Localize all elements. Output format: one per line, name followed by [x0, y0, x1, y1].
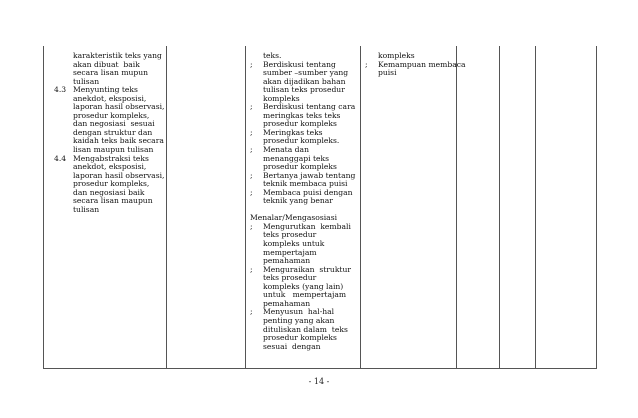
bullet-marker: ; [250, 59, 253, 69]
competency-number [44, 137, 73, 146]
bullet-marker: ; [250, 187, 253, 197]
activity-text: tulisan teks prosedur [263, 85, 345, 95]
column-divider [166, 46, 167, 368]
activity-line [246, 343, 360, 352]
page-number: - 14 - [308, 377, 330, 386]
activity-line [246, 197, 360, 206]
competency-text: tulisan [73, 204, 100, 214]
bullet-marker [246, 249, 263, 258]
bullet-marker: ; [250, 264, 253, 274]
competency-text: Menyunting teks [73, 85, 138, 95]
activity-text: prosedur kompleks. [263, 136, 340, 146]
competency-text: anekdot, eksposisi, [73, 93, 147, 103]
competency-text: laporan hasil observasi, [73, 170, 165, 180]
activity-text: pemahaman [263, 298, 311, 308]
competency-text: Mengabstraksi teks [73, 153, 149, 163]
competency-text: prosedur kompleks, [73, 110, 150, 120]
competency-line [44, 69, 166, 78]
competency-text: secara lisan mupun [73, 68, 149, 78]
bullet-marker: ; [250, 127, 253, 137]
activity-text: menanggapi teks [263, 153, 330, 163]
assessment-text: kompleks [378, 51, 415, 60]
competency-text: dengan struktur dan [73, 127, 153, 137]
competency-number [44, 129, 73, 138]
activity-text: kompleks untuk [263, 239, 325, 249]
assessment-cell [361, 51, 466, 78]
activity-heading: Menalar/Mengasosiasi [250, 213, 338, 223]
bullet-marker: ; [365, 59, 368, 69]
competency-number [44, 163, 73, 172]
competency-number: 4.3 [54, 85, 67, 95]
bullet-marker [246, 240, 263, 249]
bullet-marker [246, 69, 263, 78]
activity-text: Bertanya jawab tentang [263, 170, 356, 180]
competency-number [44, 69, 73, 78]
activity-text: pemahaman [263, 256, 311, 266]
bullet-marker [246, 95, 263, 104]
assessment-text: puisi [378, 68, 397, 78]
column-divider [499, 46, 500, 368]
activity-text: meringkas teks teks [263, 110, 341, 120]
activity-text: akan dijadikan bahan [263, 76, 346, 86]
bullet-marker [246, 52, 263, 61]
bullet-marker [246, 317, 263, 326]
competency-text: lisan maupun tulisan [73, 145, 154, 155]
bullet-marker [246, 112, 263, 121]
bullet-marker [246, 197, 263, 206]
bullet-marker [246, 334, 263, 343]
bullet-marker [246, 86, 263, 95]
competency-line [44, 197, 166, 206]
activity-text: teks. [263, 51, 282, 60]
activity-text: kompleks (yang lain) [263, 281, 344, 291]
activity-text: teknik membaca puisi [263, 179, 348, 189]
bullet-marker: ; [250, 145, 253, 155]
competency-number [44, 52, 73, 61]
syllabus-table [43, 46, 597, 369]
activity-text: prosedur kompleks [263, 162, 337, 172]
competency-text: karakteristik teks yang [73, 51, 162, 60]
competency-number [44, 180, 73, 189]
bullet-marker [246, 231, 263, 240]
activity-text: kompleks [263, 93, 300, 103]
competency-line [44, 206, 166, 215]
competency-text: dan negosiasi baik [73, 187, 145, 197]
bullet-marker [246, 300, 263, 309]
bullet-marker [246, 291, 263, 300]
competency-text: kaidah teks baik secara [73, 136, 164, 146]
competency-number: 4.4 [54, 153, 67, 163]
activity-text: mempertajam [263, 247, 317, 257]
activity-text: sesuai dengan [263, 341, 321, 351]
competency-number [44, 103, 73, 112]
activity-text: Menyusun hal-hal [263, 307, 335, 317]
bullet-marker [361, 69, 378, 78]
competency-number [44, 95, 73, 104]
competency-number [44, 197, 73, 206]
activity-text: Menguraikan struktur [263, 264, 351, 274]
competency-text: anekdot, eksposisi, [73, 162, 147, 172]
column-divider [360, 46, 361, 368]
activity-text: prosedur kompleks [263, 333, 337, 343]
bullet-marker [361, 52, 378, 61]
competency-text: dan negosiasi sesuai [73, 119, 155, 129]
bullet-marker [246, 257, 263, 266]
bullet-marker [246, 120, 263, 129]
competency-number [44, 61, 73, 70]
bullet-marker [246, 137, 263, 146]
competency-number [44, 112, 73, 121]
activity-text: Meringkas teks [263, 127, 323, 137]
competency-number [44, 189, 73, 198]
assessment-line [361, 59, 466, 70]
competency-text: laporan hasil observasi, [73, 102, 165, 112]
activity-text: Berdiskusi tentang cara [263, 102, 356, 112]
column-divider [456, 46, 457, 368]
activity-text: penting yang akan [263, 315, 335, 325]
activity-text: sumber –sumber yang [263, 68, 349, 78]
activity-text: dituliskan dalam teks [263, 324, 348, 334]
assessment-text: Kemampuan membaca [378, 59, 466, 69]
activity-text: teks prosedur [263, 273, 317, 283]
column-divider [535, 46, 536, 368]
competency-text: secara lisan maupun [73, 196, 153, 206]
activity-text: teknik yang benar [263, 196, 333, 206]
competency-text: akan dibuat baik [73, 59, 140, 69]
activity-text: prosedur kompleks [263, 119, 337, 129]
activity-text: teks prosedur [263, 230, 317, 240]
bullet-marker [246, 78, 263, 87]
activity-text: Berdiskusi tentang [263, 59, 336, 69]
activity-text: Membaca puisi dengan [263, 187, 353, 197]
bullet-marker [246, 343, 263, 352]
bullet-marker: ; [250, 170, 253, 180]
bullet-marker: ; [250, 307, 253, 317]
competency-text: tulisan [73, 76, 100, 86]
activity-text: Mengurutkan kembali [263, 221, 351, 231]
bullet-marker [246, 326, 263, 335]
competency-number [44, 172, 73, 181]
activity-text: untuk mempertajam [263, 290, 347, 300]
bullet-marker: ; [250, 102, 253, 112]
learning-activities-cell [246, 52, 360, 351]
competency-text: prosedur kompleks, [73, 179, 150, 189]
bullet-marker [246, 274, 263, 283]
competency-number [44, 120, 73, 129]
basic-competency-cell [44, 52, 166, 214]
assessment-line [361, 69, 456, 78]
bullet-marker [246, 180, 263, 189]
competency-number [44, 206, 73, 215]
bullet-marker: ; [250, 221, 253, 231]
bullet-marker [246, 163, 263, 172]
activity-text: Menata dan [263, 145, 309, 155]
bullet-marker [246, 155, 263, 164]
bullet-marker [246, 283, 263, 292]
